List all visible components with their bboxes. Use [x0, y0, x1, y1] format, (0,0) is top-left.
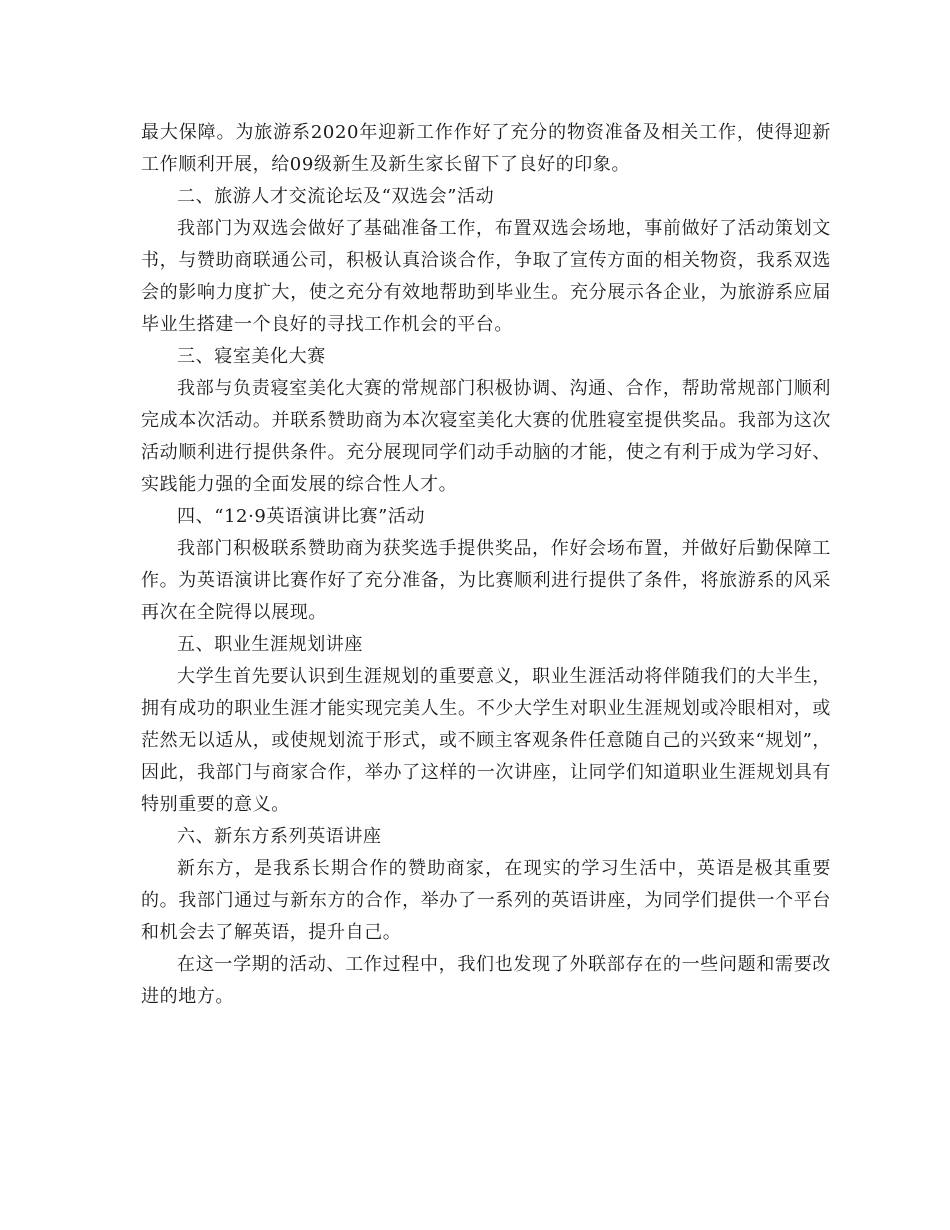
document-body — [141, 117, 831, 1013]
section-heading-3: 三、寝室美化大赛 — [177, 346, 326, 367]
paragraph-continued: 最大保障。为旅游系2020年迎新工作作好了充分的物资准备及相关工作，使得迎新工作顺利开展，给09级新生及新生家长留下了良好的印象。 — [141, 122, 831, 175]
section-heading-5: 五、职业生涯规划讲座 — [177, 634, 363, 655]
paragraph: 新东方，是我系长期合作的赞助商家，在现实的学习生活中，英语是极其重要的。我部门通过与新东方的合作，举办了一系列的英语讲座，为同学们提供一个平台和机会去了解英语，提升自己。 — [141, 858, 831, 943]
paragraph: 我部门积极联系赞助商为获奖选手提供奖品，作好会场布置，并做好后勤保障工作。为英语演讲比赛作好了充分准备，为比赛顺利进行提供了条件，将旅游系的风采再次在全院得以展现。 — [141, 538, 831, 623]
paragraph: 大学生首先要认识到生涯规划的重要意义，职业生涯活动将伴随我们的大半生，拥有成功的职业生涯才能实现完美人生。不少大学生对职业生涯规划或冷眼相对，或茫然无以适从，或使规划流于形式，或不顾主客观条件任意随自己的兴致来“规划”，因此，我部门与商家合作，举办了这样的一次讲座，让同学们知道职业生涯规划具有特别重要的意义。 — [141, 666, 831, 815]
paragraph: 在这一学期的活动、工作过程中，我们也发现了外联部存在的一些问题和需要改进的地方。 — [141, 954, 831, 1007]
section-heading-4: 四、“12·9英语演讲比赛”活动 — [177, 506, 426, 527]
section-heading-2: 二、旅游人才交流论坛及“双选会”活动 — [177, 186, 495, 207]
section-heading-6: 六、新东方系列英语讲座 — [177, 826, 382, 847]
paragraph: 我部与负责寝室美化大赛的常规部门积极协调、沟通、合作，帮助常规部门顺利完成本次活动。并联系赞助商为本次寝室美化大赛的优胜寝室提供奖品。我部为这次活动顺利进行提供条件。充分展现同学们动手动脑的才能，使之有利于成为学习好、实践能力强的全面发展的综合性人才。 — [141, 378, 831, 495]
paragraph: 我部门为双选会做好了基础准备工作，布置双选会场地，事前做好了活动策划文书，与赞助商联通公司，积极认真洽谈合作，争取了宣传方面的相关物资，我系双选会的影响力度扩大，使之充分有效地帮助到毕业生。充分展示各企业，为旅游系应届毕业生搭建一个良好的寻找工作机会的平台。 — [141, 218, 831, 335]
